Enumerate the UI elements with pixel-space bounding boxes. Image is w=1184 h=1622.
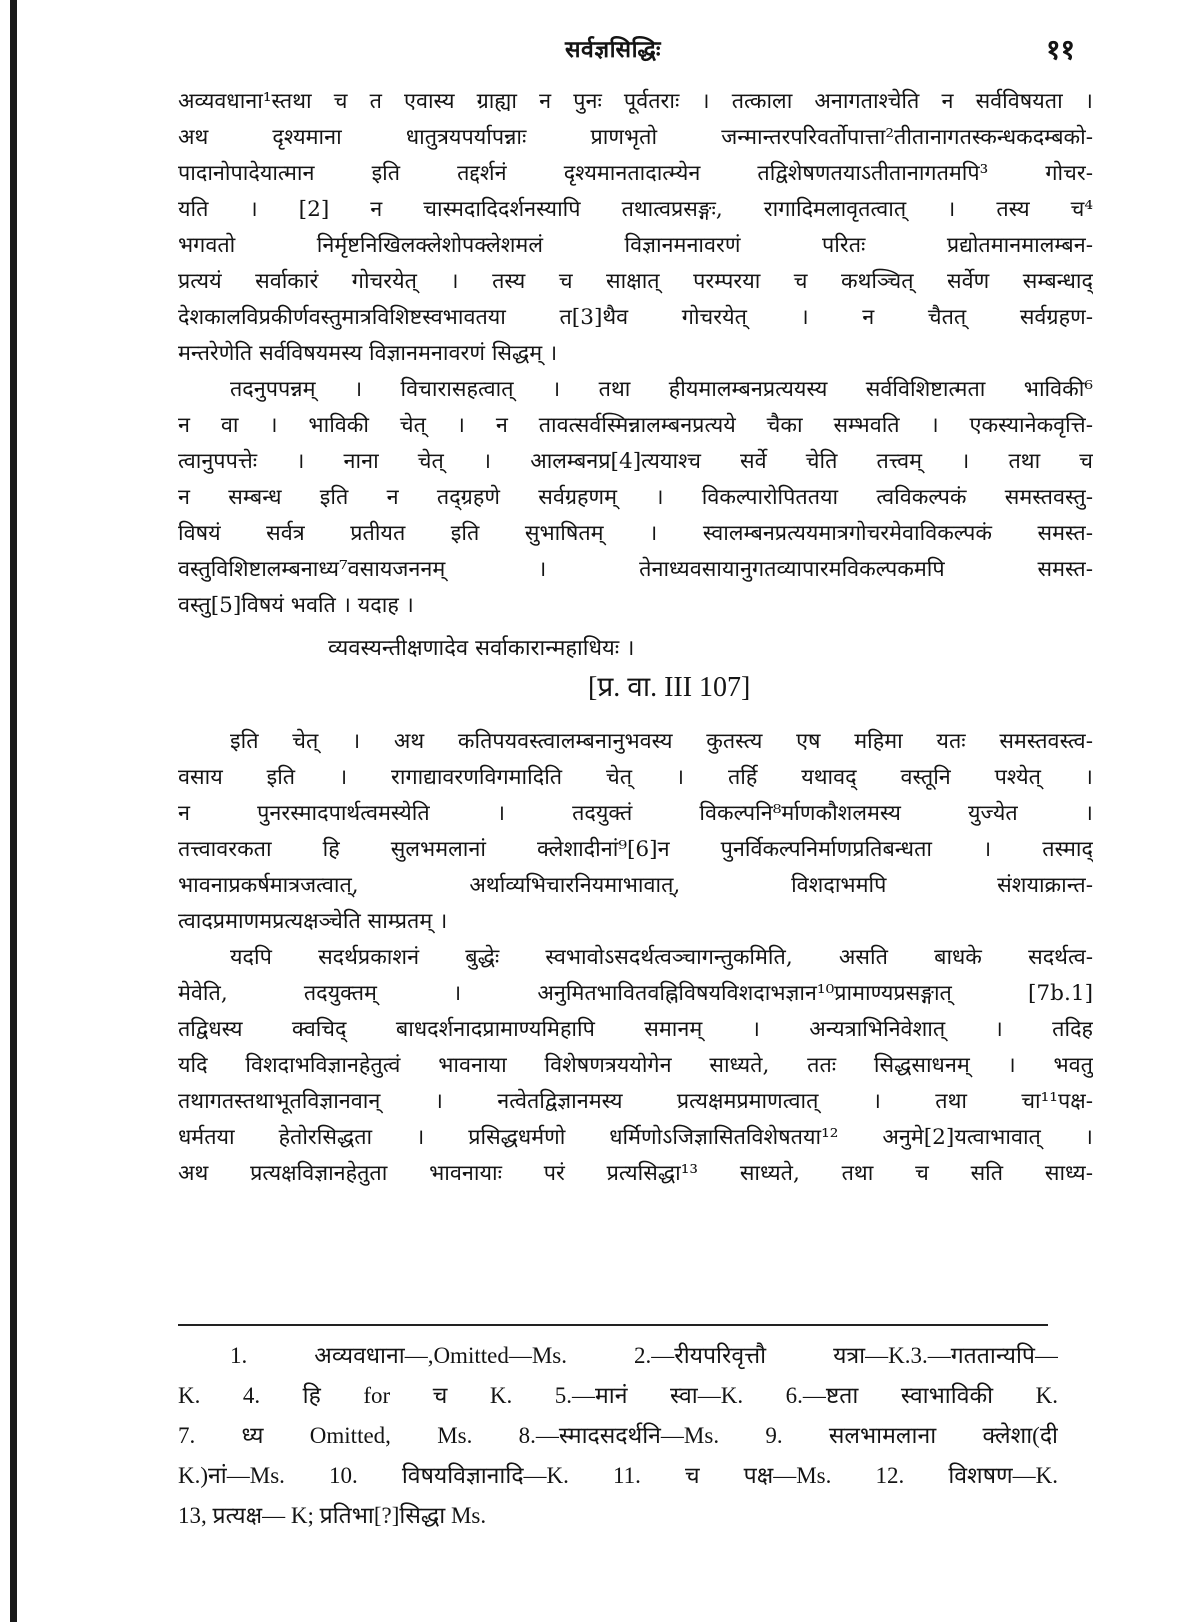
footnote-line: K.)नां—Ms. 10. विषयविज्ञानादि—K. 11. च पक्ष—Ms. 12. विशषण—K. xyxy=(178,1463,1058,1488)
text-line: भगवतो निर्मृष्टनिखिलक्लेशोपक्लेशमलं विज्ञानमनावरणं परितः प्रद्योतमानमालम्बन- xyxy=(178,233,1093,258)
footnotes xyxy=(178,1336,1058,1536)
footnote-line: 1. अव्यवधाना—,Omitted—Ms. 2.—रीयपरिवृत्तौ यत्रा—K.3.—गततान्यपि— xyxy=(230,1343,1058,1368)
paragraph-1 xyxy=(178,84,1093,372)
footnote-line: 7. ध्य Omitted, Ms. 8.—स्मादसदर्थनि—Ms. 9. सलभामलाना क्लेशा(दी xyxy=(178,1423,1058,1448)
text-line: मेवेति, तदयुक्तम् । अनुमितभावितवह्निविषयविशदाभज्ञान¹⁰प्रामाण्यप्रसङ्गात् [7b.1] xyxy=(178,981,1093,1006)
text-line: तथागतस्तथाभूतविज्ञानवान् । नत्वेतद्विज्ञानमस्य प्रत्यक्षमप्रमाणत्वात् । तथा चा¹¹पक्ष- xyxy=(178,1089,1093,1114)
paragraph-3 xyxy=(178,724,1093,940)
text-line: तद्विधस्य क्वचिद् बाधदर्शनादप्रामाण्यमिहापि समानम् । अन्यत्राभिनिवेशात् । तदिह xyxy=(178,1017,1093,1042)
text-line: यदपि सदर्थप्रकाशनं बुद्धेः स्वभावोऽसदर्थत्वञ्चागन्तुकमिति, असति बाधके सदर्थत्व- xyxy=(230,945,1093,970)
footnote-divider xyxy=(178,1324,1048,1326)
page-header xyxy=(0,32,1184,72)
text-line: अथ दृश्यमाना धातुत्रयपर्यापन्नाः प्राणभृतो जन्मान्तरपरिवर्तोपात्ता²तीतानागतस्कन्धकदम्बको- xyxy=(178,125,1093,150)
text-line: यदि विशदाभविज्ञानहेतुत्वं भावनाया विशेषणत्रययोगेन साध्यते, ततः सिद्धसाधनम् । भवतु xyxy=(178,1053,1093,1078)
text-line: देशकालविप्रकीर्णवस्तुमात्रविशिष्टस्वभावतया त[3]थैव गोचरयेत् । न चैतत् सर्वग्रहण- xyxy=(178,305,1093,330)
text-line: तत्त्वावरकता हि सुलभमलानां क्लेशादीनां⁹[6]न पुनर्विकल्पनिर्माणप्रतिबन्धता । तस्माद् xyxy=(178,837,1093,862)
paragraph-2 xyxy=(178,372,1093,624)
footnote-line: 13, प्रत्यक्ष— K; प्रतिभा[?]सिद्धा Ms. xyxy=(178,1503,487,1528)
text-line: वस्तुविशिष्टालम्बनाध्य⁷वसायजननम् । तेनाध्यवसायानुगतव्यापारमविकल्पकमपि समस्त- xyxy=(178,557,1093,582)
footnote-line: K. 4. हि for च K. 5.—मानं स्वा—K. 6.—ष्टता स्वाभाविकी K. xyxy=(178,1383,1058,1408)
text-line: न सम्बन्ध इति न तद्ग्रहणे सर्वग्रहणम् । विकल्पारोपिततया त्वविकल्पकं समस्तवस्तु- xyxy=(178,485,1093,510)
spacer xyxy=(178,712,1093,724)
text-line: न वा । भाविकी चेत् । न तावत्सर्वस्मिन्नालम्बनप्रत्यये चैका सम्भवति । एकस्यानेकवृत्ति- xyxy=(178,413,1093,438)
text-line: न पुनरस्मादपार्थत्वमस्येति । तदयुक्तं विकल्पनि⁸र्माणकौशलमस्य युज्येत । xyxy=(178,801,1093,826)
text-line: पादानोपादेयात्मान इति तद्दर्शनं दृश्यमानतादात्म्येन तद्विशेषणतयाऽतीतानागतमपि³ गोचर- xyxy=(178,161,1093,186)
text-line: यति । [2] न चास्मदादिदर्शनस्यापि तथात्वप्रसङ्गः, रागादिमलावृतत्वात् । तस्य च⁴ xyxy=(178,197,1093,222)
text-line: त्वानुपपत्तेः । नाना चेत् । आलम्बनप्र[4]त्ययाश्च सर्वे चेति तत्त्वम् । तथा च xyxy=(178,449,1093,474)
text-line: वसाय इति । रागाद्यावरणविगमादिति चेत् । तर्हि यथावद् वस्तूनि पश्येत् । xyxy=(178,765,1093,790)
main-text xyxy=(178,84,1093,1192)
text-line: धर्मतया हेतोरसिद्धता । प्रसिद्धधर्मणो धर्मिणोऽजिज्ञासितविशेषतया¹² अनुमे[2]यत्वाभावात् । xyxy=(178,1125,1093,1150)
text-line: अव्यवधाना¹स्तथा च त एवास्य ग्राह्या न पुनः पूर्वतराः । तत्काला अनागताश्चेति न सर्वविषयता । xyxy=(178,89,1093,114)
verse-quotation: व्यवस्यन्तीक्षणादेव सर्वाकारान्महाधियः । xyxy=(328,636,635,661)
text-line: त्वादप्रमाणमप्रत्यक्षञ्चेति साम्प्रतम् । xyxy=(178,909,448,934)
text-line: वस्तु[5]विषयं भवति । यदाह । xyxy=(178,593,414,618)
text-line: भावनाप्रकर्षमात्रजत्वात्, अर्थाव्यभिचारनियमाभावात्, विशदाभमपि संशयाक्रान्त- xyxy=(178,873,1093,898)
running-title: सर्वज्ञसिद्धिः xyxy=(565,36,662,63)
text-line: मन्तरेणेति सर्वविषयमस्य विज्ञानमनावरणं सिद्धम् । xyxy=(178,341,558,366)
text-line: अथ प्रत्यक्षविज्ञानहेतुता भावनायाः परं प्रत्यसिद्धा¹³ साध्यते, तथा च सति साध्य- xyxy=(178,1161,1093,1186)
text-line: तदनुपपन्नम् । विचारासहत्वात् । तथा हीयमालम्बनप्रत्ययस्य सर्वविशिष्टात्मता भाविकी⁶ xyxy=(230,377,1093,402)
page-number: ११ xyxy=(1046,33,1076,66)
paragraph-4 xyxy=(178,940,1093,1192)
text-line: विषयं सर्वत्र प्रतीयत इति सुभाषितम् । स्वालम्बनप्रत्ययमात्रगोचरमेवाविकल्पकं समस्त- xyxy=(178,521,1093,546)
text-line: इति चेत् । अथ कतिपयवस्त्वालम्बनानुभवस्य कुतस्त्य एष महिमा यतः समस्तवस्त्व- xyxy=(230,729,1093,754)
page-binding-edge xyxy=(10,0,17,1622)
verse-reference: [प्र. वा. III 107] xyxy=(588,672,751,703)
text-line: प्रत्ययं सर्वाकारं गोचरयेत् । तस्य च साक्षात् परम्परया च कथञ्चित् सर्वेण सम्बन्धाद् xyxy=(178,269,1093,294)
